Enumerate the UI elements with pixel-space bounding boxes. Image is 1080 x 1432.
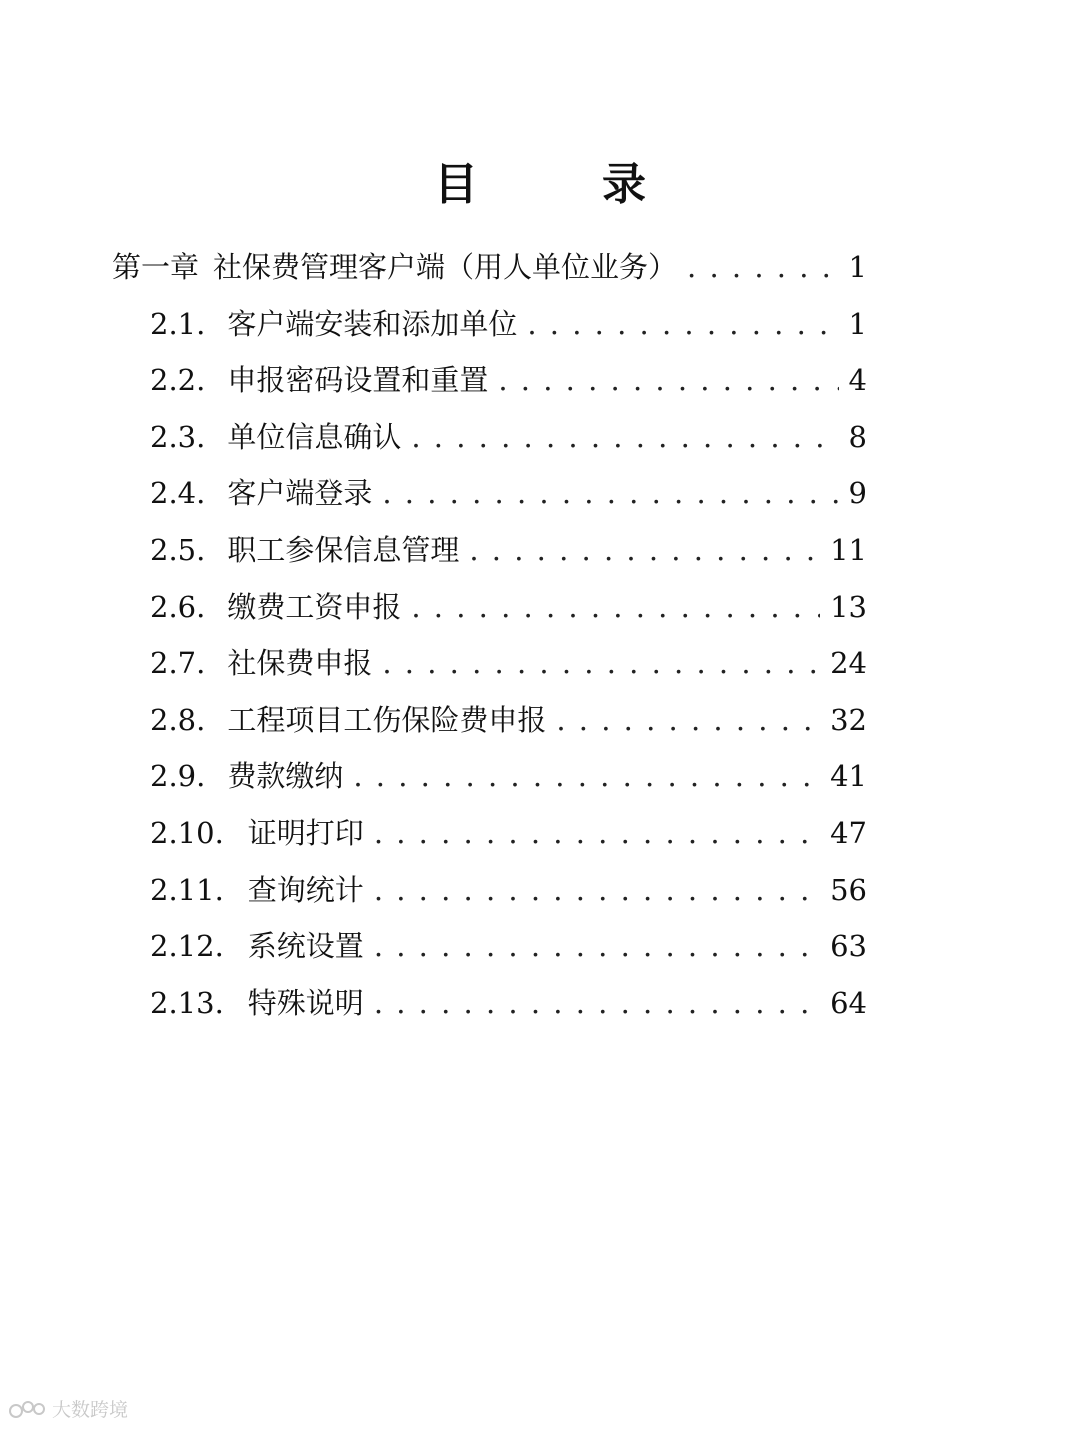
dot-leader <box>382 646 820 680</box>
toc-entry-2-13[interactable] <box>112 981 867 1038</box>
toc-entry-page: 41 <box>830 759 867 794</box>
watermark <box>8 1395 128 1422</box>
toc-entry-page: 24 <box>830 646 867 681</box>
toc-entry-title: 社保费申报 <box>227 646 373 681</box>
toc-entry-page: 1 <box>848 250 867 284</box>
toc-entry-2-7[interactable] <box>112 641 867 698</box>
toc-entry-title: 特殊说明 <box>247 985 364 1020</box>
dot-leader <box>556 703 820 737</box>
toc-entry-2-11[interactable] <box>112 868 867 925</box>
toc-entry-title: 客户端登录 <box>227 476 373 511</box>
dot-leader <box>374 929 820 963</box>
toc-entry-title: 查询统计 <box>247 872 364 907</box>
toc-entry-number: 2.3. <box>150 419 206 454</box>
dot-leader <box>687 250 839 284</box>
dot-leader <box>374 986 820 1020</box>
toc-entry-2-3[interactable] <box>112 415 867 472</box>
dot-leader <box>498 363 838 397</box>
toc-entry-title: 缴费工资申报 <box>227 589 402 624</box>
toc-entry-title: 工程项目工伤保险费申报 <box>227 702 547 737</box>
toc-entry-page: 9 <box>848 476 867 511</box>
toc-entry-number: 2.12. <box>150 929 224 964</box>
toc-entry-number: 2.7. <box>150 646 206 681</box>
toc-entry-number: 2.5. <box>150 532 206 567</box>
toc-entry-2-10[interactable] <box>112 811 867 868</box>
table-of-contents <box>112 245 867 1037</box>
toc-entry-2-2[interactable] <box>112 358 867 415</box>
dot-leader <box>411 420 838 454</box>
toc-entry-2-8[interactable] <box>112 698 867 755</box>
dot-leader <box>382 476 838 510</box>
toc-entry-number: 2.4. <box>150 476 206 511</box>
toc-entry-number: 第一章 <box>112 250 200 284</box>
toc-entry-title: 单位信息确认 <box>227 419 402 454</box>
toc-entry-title: 客户端安装和添加单位 <box>227 306 518 341</box>
toc-entry-chapter-1[interactable] <box>112 245 867 302</box>
toc-entry-title: 系统设置 <box>247 929 364 964</box>
toc-entry-title: 社保费管理客户端（用人单位业务） <box>213 250 678 284</box>
toc-entry-number: 2.1. <box>150 306 206 341</box>
toc-entry-number: 2.6. <box>150 589 206 624</box>
toc-entry-number: 2.11. <box>150 872 224 907</box>
dot-leader <box>527 307 838 341</box>
toc-entry-page: 32 <box>830 702 867 737</box>
dot-leader <box>411 590 820 624</box>
toc-entry-page: 4 <box>848 363 867 398</box>
toc-entry-page: 8 <box>848 419 867 454</box>
watermark-text: 大数跨境 <box>52 1399 129 1421</box>
toc-entry-page: 64 <box>830 985 867 1020</box>
toc-entry-title: 费款缴纳 <box>227 759 344 794</box>
toc-entry-number: 2.13. <box>150 985 224 1020</box>
page-title: 目 录 <box>434 159 686 210</box>
toc-entry-2-12[interactable] <box>112 924 867 981</box>
toc-entry-page: 47 <box>830 815 867 850</box>
brand-logo-icon <box>8 1398 48 1420</box>
toc-entry-page: 56 <box>830 872 867 907</box>
toc-entry-page: 11 <box>830 532 867 567</box>
toc-entry-2-5[interactable] <box>112 528 867 585</box>
toc-entry-2-4[interactable] <box>112 471 867 528</box>
toc-entry-number: 2.8. <box>150 702 206 737</box>
toc-entry-2-1[interactable] <box>112 302 867 359</box>
toc-entry-page: 1 <box>848 306 867 341</box>
toc-entry-number: 2.2. <box>150 363 206 398</box>
dot-leader <box>374 873 820 907</box>
toc-entry-title: 职工参保信息管理 <box>227 532 460 567</box>
dot-leader <box>469 533 820 567</box>
toc-entry-page: 63 <box>830 929 867 964</box>
toc-entry-number: 2.9. <box>150 759 206 794</box>
dot-leader <box>353 759 820 793</box>
toc-entry-2-6[interactable] <box>112 585 867 642</box>
toc-entry-title: 申报密码设置和重置 <box>227 363 489 398</box>
toc-entry-number: 2.10. <box>150 815 224 850</box>
toc-entry-title: 证明打印 <box>247 815 364 850</box>
toc-entry-page: 13 <box>830 589 867 624</box>
toc-entry-2-9[interactable] <box>112 754 867 811</box>
dot-leader <box>374 816 820 850</box>
